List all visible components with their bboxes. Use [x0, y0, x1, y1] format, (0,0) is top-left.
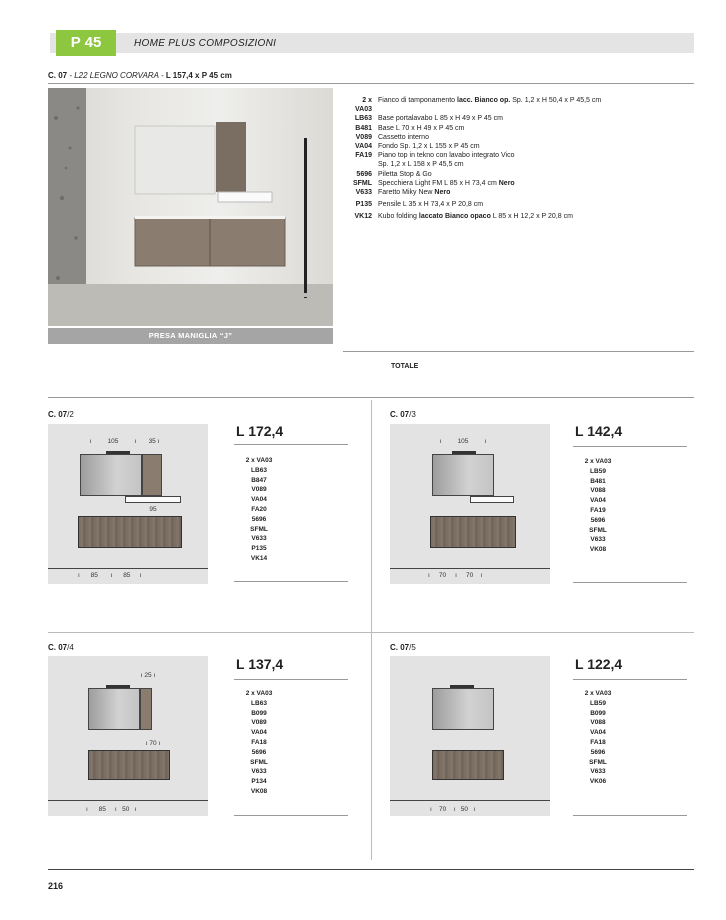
spec-row: SFML Specchiera Light FM L 85 x H 73,4 cm Nero [352, 179, 515, 187]
divider-mid [48, 397, 694, 398]
vanity-icon [430, 516, 516, 548]
spec-row: FA19 Piano top in tekno con lavabo integrato Vico [355, 152, 515, 160]
column-cabinet-icon [140, 688, 152, 730]
vanity-icon [78, 516, 182, 548]
variant-codes: 2 x VA03 LB63 B847 V089 VA04 FA20 5696 SFML V633 P135 VK14 [245, 457, 273, 562]
header-title: HOME PLUS COMPOSIZIONI [134, 38, 277, 49]
photo-caption: PRESA MANIGLIA “J” [48, 328, 333, 344]
variant-diagram [390, 656, 550, 816]
variant-title: C. 07/2 [48, 410, 74, 419]
composition-code: C. 07 [48, 71, 68, 80]
composition-title [48, 71, 232, 80]
dim-label: ı 105 ı [439, 438, 487, 445]
variant-codes: 2 x VA03 LB63 B099 V089 VA04 FA18 5696 SFML V633 P134 VK08 [245, 690, 273, 795]
dim-label: 35 ı [148, 438, 160, 445]
dim-label: ı 70 ı 70 ı [428, 572, 483, 579]
footer-divider [48, 869, 694, 870]
variant-price: L 142,4 [575, 423, 623, 439]
vanity-icon [88, 750, 170, 780]
dim-label: ı 25 ı [140, 672, 156, 679]
grid-horizontal-divider [48, 632, 694, 633]
variant-price: L 172,4 [236, 423, 284, 439]
variant-title: C. 07/3 [390, 410, 416, 419]
price-divider [234, 679, 348, 680]
dim-label: ı 85 ı 50 ı [86, 806, 137, 813]
composition-photo [48, 88, 333, 326]
variant-title: C. 07/5 [390, 643, 416, 652]
codes-divider [234, 815, 348, 816]
codes-divider [573, 815, 687, 816]
mirror-icon [432, 454, 494, 496]
page-badge: P 45 [56, 30, 116, 56]
dim-label: ı 85 ı 85 ı [78, 572, 142, 579]
variant-codes: 2 x VA03 LB59 B099 V088 VA04 FA18 5696 SFML V633 VK06 [584, 690, 612, 786]
total-label: TOTALE [391, 363, 419, 370]
dim-label: ı 105 ı [89, 438, 137, 445]
shelf-icon [125, 496, 181, 503]
variant-diagram [48, 424, 208, 584]
divider-top [48, 83, 694, 84]
spec-row: 2 x VA03 Fianco di tamponamento lacc. Bianco op. Sp. 1,2 x H 50,4 x P 45,5 cm [355, 97, 602, 114]
spec-row: VA04 Fondo Sp. 1,2 x L 155 x P 45 cm [355, 143, 480, 151]
spec-row: 5696 Piletta Stop & Go [356, 170, 432, 178]
price-divider [234, 444, 348, 445]
codes-divider [573, 582, 687, 583]
spec-row: LB63 Base portalavabo L 85 x H 49 x P 45 cm [354, 115, 503, 123]
dim-label: ı 70 ı 50 ı [430, 806, 476, 813]
column-cabinet-icon [142, 454, 162, 496]
composition-size: L 157,4 x P 45 cm [165, 71, 232, 80]
composition-mid: - L22 LEGNO CORVARA - [67, 71, 166, 80]
divider-spec [343, 351, 694, 352]
bathroom-illustration [48, 88, 333, 326]
dim-label: ı 70 ı [145, 740, 161, 747]
spec-row: V089 Cassetto interno [355, 133, 429, 141]
spec-row: Sp. 1,2 x L 158 x P 45,5 cm [378, 161, 464, 169]
variant-diagram [390, 424, 550, 584]
variant-codes: 2 x VA03 LB59 B481 V088 VA04 FA19 5696 SFML V633 VK08 [584, 458, 612, 554]
mirror-icon [432, 688, 494, 730]
price-divider [573, 679, 687, 680]
variant-price: L 137,4 [236, 656, 284, 672]
spec-row: B481 Base L 70 x H 49 x P 45 cm [355, 124, 465, 132]
page-number: 216 [48, 881, 64, 891]
spec-row: V633 Faretto Miky New Nero [355, 189, 451, 197]
price-divider [573, 446, 687, 447]
mirror-icon [80, 454, 142, 496]
mirror-icon [88, 688, 140, 730]
codes-divider [234, 581, 348, 582]
spec-row: P135 Pensile L 35 x H 73,4 x P 20,8 cm [355, 201, 484, 209]
shelf-icon [470, 496, 514, 503]
grid-vertical-divider [371, 400, 372, 860]
spec-row: VK12 Kubo folding laccato Bianco opaco L 85 x H 12,2 x P 20,8 cm [354, 213, 573, 221]
dim-label: 95 [149, 506, 157, 513]
variant-price: L 122,4 [575, 656, 623, 672]
variant-title: C. 07/4 [48, 643, 74, 652]
spec-list [344, 96, 694, 222]
vanity-icon [432, 750, 504, 780]
variant-diagram [48, 656, 208, 816]
